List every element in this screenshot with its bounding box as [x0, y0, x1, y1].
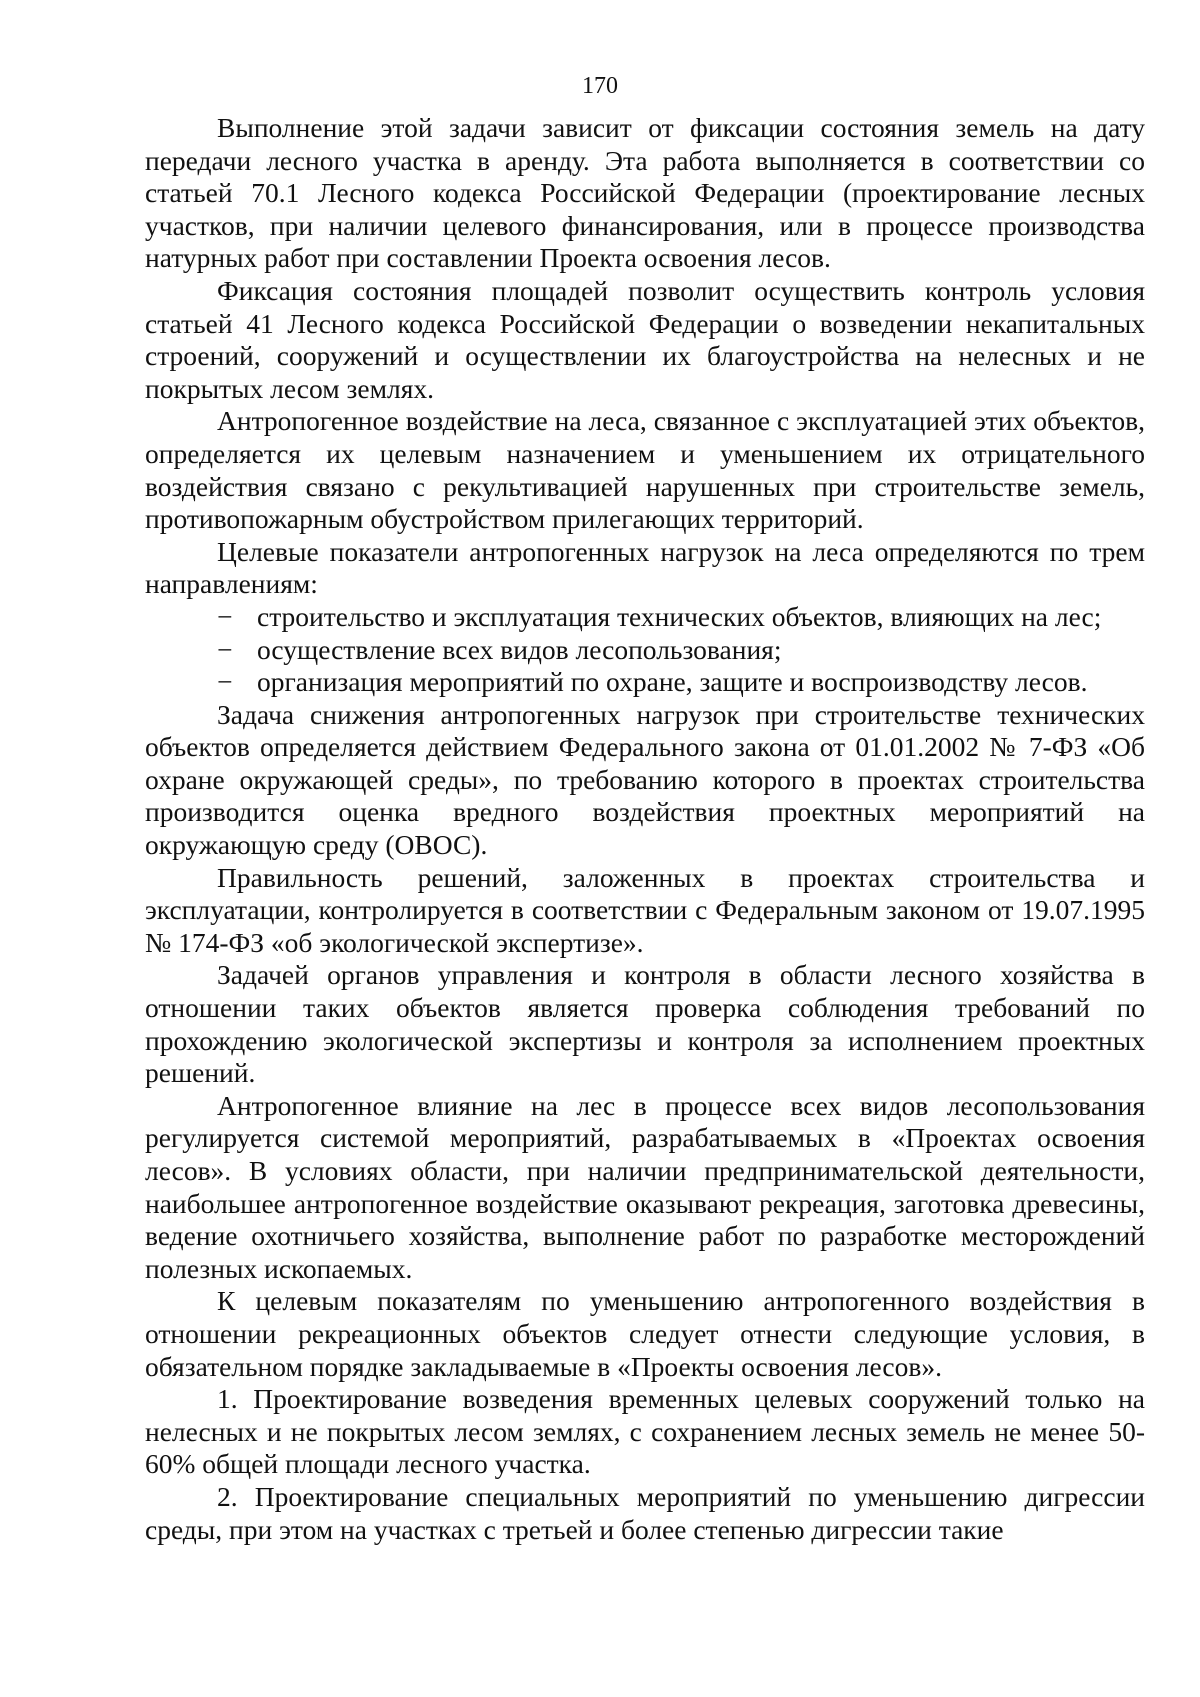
list-item [145, 666, 1145, 699]
paragraph-item-1: 1. Проектирование возведения временных целевых сооружений только на нелесных и не покрытых лесом землях, с сохранением лесных земель не менее 50-60% общей площади лесного участка. [145, 1383, 1145, 1480]
paragraph-forest-use-influence: Антропогенное влияние на лес в процессе всех видов лесопользования регулируется системой мероприятий, разрабатываемых в «Проектах освоения лесов». В условиях области, при наличии предпринимательской деятельности, наибольшее антропогенное воздействие оказывают рекреация, заготовка древесины, ведение охотничьего хозяйства, выполнение работ по разработке месторождений полезных ископаемых. [145, 1089, 1145, 1284]
paragraph-target-indicators: Целевые показатели антропогенных нагрузок на леса определяются по трем направлениям: [145, 535, 1145, 600]
paragraph-decision-correctness: Правильность решений, заложенных в проектах строительства и эксплуатации, контролируется в соответствии с Федеральным законом от 19.07.1995 № 174-ФЗ «об экологической экспертизе». [145, 861, 1145, 958]
dash-bullet: − [217, 633, 233, 665]
list-item [145, 634, 1145, 667]
paragraph-land-state-fixation: Выполнение этой задачи зависит от фиксации состояния земель на дату передачи лесного участка в аренду. Эта работа выполняется в соответствии со статьей 70.1 Лесного кодекса Российской Федерации (проектирование лесных участков, при наличии целевого финансирования, или в процессе производства натурных работ при составлении Проекта освоения лесов. [145, 112, 1145, 274]
list-item-text: организация мероприятий по охране, защите и воспроизводству лесов. [257, 666, 1088, 698]
paragraph-recreation-indicators: К целевым показателям по уменьшению антропогенного воздействия в отношении рекреационных объектов следует отнести следующие условия, в обязательном порядке закладываемые в «Проекты освоения лесов». [145, 1285, 1145, 1382]
list-item [145, 601, 1145, 634]
page-number: 170 [582, 73, 618, 99]
paragraph-construction-loads: Задача снижения антропогенных нагрузок при строительстве технических объектов определяется действием Федерального закона от 01.01.2002 № 7-ФЗ «Об охране окружающей среды», по требованию которого в проектах строительства производится оценка вредного воздействия проектных мероприятий на окружающую среду (ОВОС). [145, 698, 1145, 861]
dash-bullet: − [217, 600, 233, 632]
paragraph-area-state-control: Фиксация состояния площадей позволит осуществить контроль условия статьей 41 Лесного кодекса Российской Федерации о возведении некапитальных строений, сооружений и осуществлении их благоустройства на нелесных и не покрытых лесом землях. [145, 274, 1145, 404]
document-body [145, 112, 1145, 1546]
paragraph-anthropogenic-impact: Антропогенное воздействие на леса, связанное с эксплуатацией этих объектов, определяется их целевым назначением и уменьшением их отрицательного воздействия связано с рекультивацией нарушенных при строительстве земель, противопожарным обустройством прилегающих территорий. [145, 405, 1145, 535]
list-item-text: осуществление всех видов лесопользования; [257, 633, 782, 665]
list-item-text: строительство и эксплуатация технических объектов, влияющих на лес; [257, 600, 1102, 632]
paragraph-authority-tasks: Задачей органов управления и контроля в области лесного хозяйства в отношении таких объектов является проверка соблюдения требований по прохождению экологической экспертизы и контроля за исполнением проектных решений. [145, 959, 1145, 1089]
dash-bullet: − [217, 666, 233, 698]
directions-list [145, 601, 1145, 699]
paragraph-item-2: 2. Проектирование специальных мероприятий по уменьшению дигрессии среды, при этом на участках с третьей и более степенью дигрессии такие [145, 1480, 1145, 1545]
